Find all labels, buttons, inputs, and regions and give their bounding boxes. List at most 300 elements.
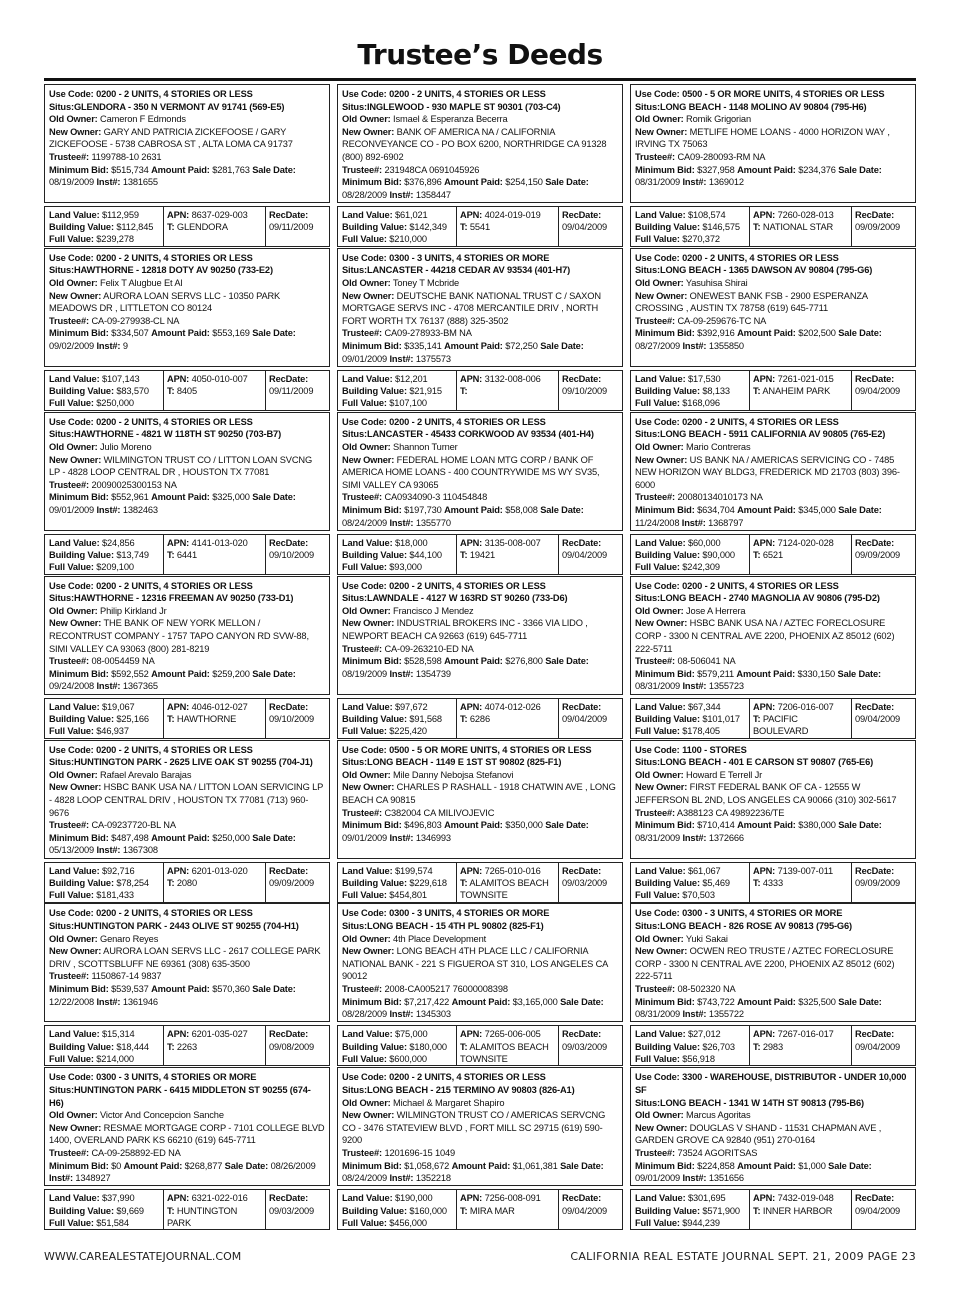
- tract-value: ALAMITOS BEACH TOWNSITE: [460, 877, 549, 900]
- listing-column: [337, 84, 623, 1232]
- field-label: APN:: [460, 1029, 483, 1040]
- deed-description: [337, 576, 623, 695]
- field-label: Full Value:: [342, 1217, 387, 1228]
- field-label: New Owner:: [342, 454, 395, 465]
- land-value: $67,344: [687, 701, 721, 712]
- field-label: Situs:: [635, 429, 660, 440]
- land-value: $19,067: [101, 701, 135, 712]
- field-label: Land Value:: [49, 537, 100, 548]
- full-value: $600,000: [389, 1053, 427, 1064]
- field-label: Sale Date:: [540, 504, 584, 515]
- inst-value: 1372666: [708, 832, 744, 843]
- building-value: $44,100: [409, 549, 442, 560]
- bid-line: [49, 668, 325, 693]
- field-label: New Owner:: [635, 126, 688, 137]
- building-value: $8,133: [702, 386, 730, 397]
- full-value-line: [342, 725, 452, 737]
- new-owner-value: AURORA LOAN SERVS LLC - 2617 COLLEGE PARK DRIV , SCOTTSBLUFF NE 69361 (308) 635-3500: [49, 946, 321, 969]
- land-value: $107,143: [101, 373, 140, 384]
- field-label: New Owner:: [342, 782, 395, 793]
- field-label: APN:: [460, 537, 483, 548]
- use-code-line: [342, 416, 618, 429]
- old-owner-line: [635, 933, 911, 946]
- field-label: APN:: [753, 210, 776, 220]
- bid-line: [635, 504, 911, 529]
- trustee-line: [635, 491, 911, 504]
- use-code-value: 0200 - 2 UNITS, 4 STORIES OR LESS: [96, 252, 253, 263]
- field-label: Amount Paid:: [737, 1160, 796, 1171]
- land-value-line: [49, 373, 159, 385]
- bid-line: [49, 983, 325, 1008]
- old-owner-line: [342, 769, 618, 782]
- trustee-line: [635, 983, 911, 996]
- old-owner-line: [49, 605, 325, 618]
- new-owner-line: [342, 126, 618, 164]
- field-label: Situs:: [342, 101, 367, 112]
- trustee-line: [49, 1147, 325, 1160]
- tract-value: 5541: [469, 222, 490, 233]
- field-label: Use Code:: [49, 744, 94, 755]
- situs-value: LONG BEACH - 1149 E 1ST ST 90802 (825-F1): [366, 757, 562, 768]
- bid-line: [635, 996, 911, 1021]
- field-label: Amount Paid:: [151, 668, 210, 679]
- field-label: Building Value:: [49, 713, 114, 724]
- field-label: T:: [753, 1041, 761, 1052]
- old-owner-line: [635, 113, 911, 126]
- field-label: Situs:: [635, 593, 660, 604]
- bid-line: [342, 655, 618, 680]
- listing-column: [44, 84, 330, 1232]
- use-code-line: [49, 580, 325, 593]
- bid-line: [49, 832, 325, 857]
- situs-line: [49, 592, 325, 605]
- apn-value: 7265-010-016: [484, 865, 541, 876]
- field-label: Building Value:: [342, 386, 407, 397]
- recdate-value: 09/11/2009: [269, 222, 314, 233]
- situs-value: LONG BEACH - 215 TERMINO AV 90803 (826-A1): [366, 1084, 575, 1095]
- apn-cell: [163, 207, 265, 246]
- field-label: APN:: [167, 537, 190, 548]
- tract-line: [460, 385, 555, 397]
- apn-cell: [456, 1190, 558, 1229]
- field-label: Inst#:: [389, 353, 414, 364]
- field-label: T:: [460, 222, 468, 233]
- tract-line: [167, 1041, 262, 1053]
- new-owner-line: [635, 290, 911, 315]
- recdate-label: RecDate:: [269, 373, 309, 384]
- situs-line: [342, 264, 618, 277]
- full-value-line: [635, 397, 745, 409]
- use-code-line: [635, 580, 911, 593]
- amount-paid-value: $268,877: [184, 1160, 223, 1171]
- field-label: Sale Date:: [252, 164, 296, 175]
- field-label: APN:: [753, 865, 776, 876]
- field-label: Amount Paid:: [151, 984, 210, 995]
- apn-line: [167, 865, 262, 877]
- apn-cell: [749, 1190, 851, 1229]
- full-value-line: [49, 889, 159, 901]
- deed-values: [44, 1189, 330, 1230]
- full-value: $46,937: [96, 726, 129, 737]
- old-owner-line: [635, 1109, 911, 1122]
- field-label: Inst#:: [682, 341, 707, 352]
- deed-values: [44, 1025, 330, 1066]
- field-label: Use Code:: [342, 89, 387, 99]
- apn-cell: [456, 863, 558, 902]
- field-label: Sale Date:: [560, 1160, 604, 1171]
- building-value: $180,000: [409, 1041, 447, 1052]
- field-label: Building Value:: [635, 549, 700, 560]
- building-value-line: [49, 1205, 159, 1217]
- value-cell: [338, 699, 456, 738]
- apn-value: 7139-007-011: [777, 865, 833, 876]
- field-label: Situs:: [342, 429, 367, 440]
- building-value: $26,703: [702, 1041, 735, 1052]
- deed-record: [630, 740, 916, 904]
- field-label: T:: [460, 1205, 468, 1216]
- building-value: $5,469: [702, 877, 730, 888]
- recdate-label: RecDate:: [562, 373, 602, 384]
- situs-value: LANCASTER - 44218 CEDAR AV 93534 (401-H7): [366, 265, 571, 276]
- bid-line: [342, 340, 618, 365]
- apn-value: 7265-006-005: [484, 1029, 541, 1040]
- land-value: $12,201: [394, 373, 428, 384]
- field-label: Old Owner:: [635, 278, 684, 289]
- use-code-value: 1100 - STORES: [682, 744, 747, 755]
- bid-line: [635, 164, 911, 189]
- recdate-value: 09/04/2009: [855, 386, 901, 397]
- old-owner-value: Yasuhisa Shirai: [685, 278, 748, 289]
- trustee-value: 1150867-14 9837: [91, 971, 162, 982]
- field-label: Amount Paid:: [737, 996, 796, 1007]
- new-owner-value: THE BANK OF NEW YORK MELLON / RECONTRUST COMPANY - 1757 TAPO CANYON RD SVW-88, SIMI VALLEY CA 93063 (800) 281-8219: [49, 618, 309, 654]
- tract-value: INNER HARBOR: [762, 1205, 833, 1216]
- tract-value: GLENDORA: [176, 222, 228, 233]
- recdate-value: 09/04/2009: [855, 713, 901, 724]
- apn-cell: [749, 371, 851, 410]
- new-owner-line: [635, 126, 911, 151]
- situs-value: HUNTINGTON PARK - 2625 LIVE OAK ST 90255 (704-J1): [73, 757, 313, 768]
- old-owner-value: Mile Danny Nebojsa Stefanovi: [393, 769, 514, 780]
- field-label: Minimum Bid:: [635, 164, 695, 175]
- deed-record: [337, 903, 623, 1067]
- value-cell: [45, 207, 163, 246]
- field-label: Full Value:: [342, 726, 387, 737]
- apn-line: [460, 537, 555, 549]
- deed-record: [44, 903, 330, 1067]
- new-owner-value: DOUGLAS V SHAND - 11531 CHAPMAN AVE , GARDEN GROVE CA 92840 (951) 270-0164: [635, 1122, 882, 1146]
- field-label: Full Value:: [49, 562, 94, 573]
- deed-description: [44, 84, 330, 203]
- recdate-value: 09/10/2009: [562, 386, 608, 397]
- field-label: Situs:: [49, 101, 74, 112]
- full-value-line: [635, 1053, 745, 1065]
- field-label: T:: [167, 386, 175, 397]
- field-label: Use Code:: [49, 1072, 94, 1083]
- min-bid-value: $710,414: [697, 820, 735, 831]
- footer-publication: CALIFORNIA REAL ESTATE JOURNAL SEPT. 21, 2009 PAGE 23: [570, 1250, 916, 1263]
- min-bid-value: $515,734: [111, 164, 149, 175]
- old-owner-line: [342, 277, 618, 290]
- full-value: $214,000: [96, 1053, 134, 1064]
- recdate-cell: [265, 863, 329, 902]
- situs-line: [49, 920, 325, 933]
- amount-paid-value: $254,150: [505, 177, 543, 188]
- full-value: $168,096: [682, 398, 720, 409]
- deed-description: [44, 248, 330, 367]
- value-cell: [45, 1026, 163, 1065]
- full-value-line: [49, 1217, 159, 1229]
- new-owner-line: [342, 1109, 618, 1147]
- field-label: APN:: [753, 373, 776, 384]
- field-label: Amount Paid:: [737, 164, 796, 175]
- field-label: Land Value:: [49, 210, 100, 220]
- apn-cell: [163, 371, 265, 410]
- trustee-line: [635, 151, 911, 164]
- field-label: T:: [167, 713, 175, 724]
- full-value-line: [342, 233, 452, 245]
- deed-values: [337, 1025, 623, 1066]
- inst-value: 1355722: [708, 1009, 744, 1020]
- field-label: New Owner:: [342, 126, 395, 137]
- apn-line: [167, 373, 262, 385]
- old-owner-line: [342, 933, 618, 946]
- trustee-line: [635, 807, 911, 820]
- field-label: Inst#:: [682, 1173, 707, 1184]
- field-label: T:: [460, 713, 468, 724]
- use-code-line: [49, 907, 325, 920]
- field-label: Old Owner:: [342, 769, 391, 780]
- deed-record: [630, 248, 916, 412]
- recdate-label: RecDate:: [855, 210, 895, 220]
- new-owner-line: [342, 454, 618, 492]
- field-label: Situs:: [635, 265, 660, 276]
- situs-line: [342, 756, 618, 769]
- recdate-cell: [558, 371, 622, 410]
- apn-line: [753, 537, 848, 549]
- recdate-label: RecDate:: [855, 1193, 895, 1204]
- sale-date-value: 08/28/2009: [342, 189, 388, 200]
- field-label: T:: [460, 1041, 468, 1052]
- field-label: Minimum Bid:: [342, 1160, 402, 1171]
- page-title: Trustee’s Deeds: [357, 38, 603, 71]
- field-label: Land Value:: [342, 537, 393, 548]
- field-label: APN:: [167, 373, 190, 384]
- field-label: Use Code:: [342, 744, 387, 755]
- field-label: New Owner:: [635, 946, 688, 957]
- new-owner-line: [635, 1122, 911, 1147]
- field-label: Minimum Bid:: [49, 492, 109, 503]
- deed-record: [630, 1067, 916, 1231]
- situs-line: [49, 1084, 325, 1109]
- field-label: Minimum Bid:: [49, 164, 109, 175]
- sale-date-value: 08/31/2009: [635, 681, 681, 692]
- building-value-line: [49, 549, 159, 561]
- recdate-label: RecDate:: [562, 1193, 602, 1204]
- inst-value: 1382463: [122, 504, 158, 515]
- field-label: APN:: [167, 701, 190, 712]
- trustee-line: [635, 655, 911, 668]
- field-label: Full Value:: [635, 1217, 680, 1228]
- deed-values: [337, 534, 623, 575]
- min-bid-value: $327,958: [697, 164, 735, 175]
- field-label: Full Value:: [635, 562, 680, 573]
- deed-record: [630, 84, 916, 248]
- full-value-line: [635, 889, 745, 901]
- new-owner-value: METLIFE HOME LOANS - 4000 HORIZON WAY , IRVING TX 75063: [635, 126, 890, 150]
- min-bid-value: $539,537: [111, 984, 149, 995]
- field-label: Full Value:: [342, 562, 387, 573]
- inst-value: 1355850: [708, 341, 744, 352]
- field-label: Minimum Bid:: [342, 820, 402, 831]
- field-label: Land Value:: [342, 373, 393, 384]
- full-value-line: [635, 561, 745, 573]
- building-value: $9,669: [116, 1205, 144, 1216]
- building-value-line: [342, 713, 452, 725]
- field-label: Minimum Bid:: [635, 1160, 695, 1171]
- building-value-line: [49, 877, 159, 889]
- land-value: $27,012: [687, 1029, 721, 1040]
- inst-value: 1355770: [415, 517, 451, 528]
- field-label: APN:: [460, 701, 483, 712]
- amount-paid-value: $570,360: [212, 984, 250, 995]
- apn-value: 7256-008-091: [484, 1193, 541, 1204]
- situs-line: [635, 756, 911, 769]
- field-label: Trustee#:: [49, 1147, 89, 1158]
- field-label: Building Value:: [342, 1205, 407, 1216]
- old-owner-value: Julio Moreno: [100, 441, 152, 452]
- field-label: Amount Paid:: [444, 820, 503, 831]
- field-label: Trustee#:: [342, 984, 382, 995]
- deed-values: [630, 1189, 916, 1230]
- sale-date-value: 05/13/2009: [49, 845, 95, 856]
- inst-value: 1367308: [122, 845, 158, 856]
- new-owner-value: LONG BEACH 4TH PLACE LLC / CALIFORNIA NATIONAL BANK - 221 S FIGUEROA ST 310, LOS ANGELES CA 90012: [342, 946, 608, 982]
- old-owner-value: Howard E Terrell Jr: [686, 769, 763, 780]
- min-bid-value: $528,598: [404, 656, 442, 667]
- new-owner-line: [635, 454, 911, 492]
- amount-paid-value: $250,000: [212, 832, 250, 843]
- field-label: Sale Date:: [838, 996, 882, 1007]
- situs-value: LONG BEACH - 15 4TH PL 90802 (825-F1): [366, 921, 544, 932]
- recdate-label: RecDate:: [269, 537, 309, 548]
- new-owner-value: FEDERAL HOME LOAN MTG CORP / BANK OF AMERICA HOME LOANS - 400 COUNTRYWIDE MS WY SV35, SIMI VALLEY CA 93065: [342, 454, 600, 490]
- field-label: Trustee#:: [342, 1147, 382, 1158]
- deed-description: [630, 576, 916, 695]
- field-label: New Owner:: [49, 946, 102, 957]
- recdate-label: RecDate:: [269, 210, 309, 220]
- trustee-value: CA-09-263210-ED NA: [384, 643, 474, 654]
- field-label: Building Value:: [342, 877, 407, 888]
- use-code-value: 0200 - 2 UNITS, 4 STORIES OR LESS: [96, 89, 253, 99]
- use-code-line: [49, 252, 325, 265]
- situs-value: HAWTHORNE - 4821 W 118TH ST 90250 (703-B7): [73, 429, 282, 440]
- new-owner-line: [635, 781, 911, 806]
- trustee-value: 2008-CA005217 76000008398: [384, 984, 508, 995]
- field-label: APN:: [753, 701, 776, 712]
- deed-record: [44, 412, 330, 576]
- land-value: $75,000: [394, 1029, 428, 1040]
- apn-value: 8637-029-003: [191, 210, 248, 220]
- old-owner-value: Genaro Reyes: [100, 933, 159, 944]
- title-rule: [44, 78, 916, 81]
- deed-values: [337, 698, 623, 739]
- field-label: Situs:: [342, 921, 367, 932]
- sale-date-value: 08/31/2009: [635, 1009, 681, 1020]
- value-cell: [338, 535, 456, 574]
- field-label: Situs:: [635, 1097, 660, 1108]
- apn-line: [460, 209, 555, 221]
- deed-description: [44, 576, 330, 695]
- field-label: Land Value:: [635, 865, 686, 876]
- deed-description: [630, 248, 916, 367]
- trustee-line: [49, 819, 325, 832]
- apn-value: 4046-012-027: [191, 701, 248, 712]
- field-label: T:: [167, 549, 175, 560]
- field-label: Inst#:: [682, 1009, 707, 1020]
- tract-value: 2080: [176, 877, 197, 888]
- land-value: $92,716: [101, 865, 135, 876]
- field-label: Minimum Bid:: [49, 668, 109, 679]
- deed-description: [44, 1067, 330, 1186]
- new-owner-line: [342, 290, 618, 328]
- use-code-value: 3300 - WAREHOUSE, DISTRIBUTOR - UNDER 10,000 SF: [635, 1072, 907, 1095]
- recdate-label: RecDate:: [855, 537, 895, 548]
- bid-line: [342, 176, 618, 201]
- bid-line: [635, 819, 911, 844]
- deed-description: [44, 903, 330, 1022]
- apn-value: 3132-008-006: [484, 373, 541, 384]
- deed-values: [630, 206, 916, 247]
- building-value-line: [635, 385, 745, 397]
- recdate-label: RecDate:: [269, 865, 309, 876]
- deed-values: [44, 534, 330, 575]
- recdate-value: 09/10/2009: [269, 549, 315, 560]
- new-owner-value: DEUTSCHE BANK NATIONAL TRUST C / SAXON MORTGAGE SERVS INC - 4708 MERCANTILE DRIV , NORTH FORT WORTH TX 76137 (888) 325-3502: [342, 290, 601, 326]
- field-label: APN:: [167, 210, 190, 220]
- field-label: Inst#:: [96, 341, 121, 352]
- field-label: Old Owner:: [635, 441, 684, 452]
- building-value: $25,166: [116, 713, 149, 724]
- old-owner-value: Yuki Sakai: [685, 933, 728, 944]
- inst-value: 1381655: [122, 177, 158, 188]
- apn-value: 4024-019-019: [484, 210, 541, 220]
- field-label: Old Owner:: [635, 769, 684, 780]
- field-label: Amount Paid:: [737, 328, 796, 339]
- full-value: $107,100: [389, 398, 427, 409]
- min-bid-value: $634,704: [697, 504, 735, 515]
- old-owner-line: [635, 605, 911, 618]
- min-bid-value: $376,896: [404, 177, 442, 188]
- deed-values: [44, 862, 330, 903]
- deed-record: [337, 576, 623, 740]
- building-value-line: [49, 385, 159, 397]
- field-label: Use Code:: [49, 416, 94, 427]
- full-value-line: [342, 1217, 452, 1229]
- building-value-line: [342, 877, 452, 889]
- field-label: Land Value:: [49, 865, 100, 876]
- field-label: New Owner:: [49, 618, 102, 629]
- field-label: New Owner:: [342, 290, 395, 301]
- field-label: Land Value:: [635, 701, 686, 712]
- field-label: Sale Date:: [540, 341, 584, 352]
- field-label: Minimum Bid:: [342, 341, 402, 352]
- land-value: $18,000: [394, 537, 428, 548]
- value-cell: [631, 207, 749, 246]
- land-value-line: [342, 865, 452, 877]
- new-owner-value: HSBC BANK USA NA / LITTON LOAN SERVICING LP - 4828 LOOP CENTRAL DRIV , HOUSTON TX 77081 (713) 960-9676: [49, 782, 324, 818]
- deed-record: [630, 412, 916, 576]
